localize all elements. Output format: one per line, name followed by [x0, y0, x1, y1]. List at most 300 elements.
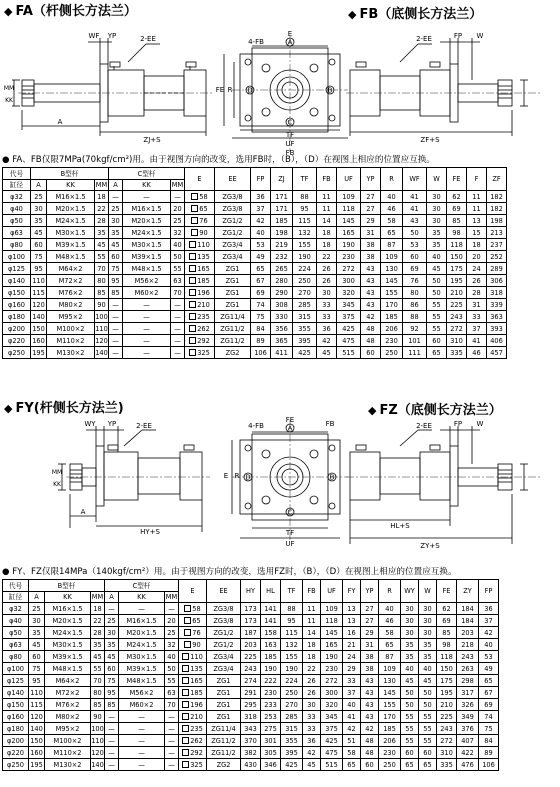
t1-h-col: WF: [403, 168, 427, 191]
fa-dim-yp: YP: [107, 32, 117, 40]
table-cell: ZG3/8: [215, 191, 251, 203]
table-cell: 65: [343, 759, 361, 771]
table-cell: M110×2: [47, 335, 95, 347]
checkbox-icon: [189, 253, 196, 260]
table-cell: 318: [241, 711, 261, 723]
table-cell-text: 90: [199, 228, 208, 237]
table-cell: 310: [447, 335, 467, 347]
table-row: [3, 191, 507, 203]
checkbox-icon: [184, 641, 191, 648]
table-cell: 46: [381, 203, 403, 215]
fa-fb-spec-table: [2, 167, 507, 359]
t2-h-ctype: C型杆: [105, 580, 179, 592]
table-cell: 92: [403, 323, 427, 335]
table-cell: 365: [271, 335, 293, 347]
fy-dim-kk: KK: [53, 481, 61, 488]
fz-dim-2ee: 2-EE: [416, 422, 432, 430]
table-cell: 30: [419, 615, 437, 627]
t2-h-col: TF: [281, 580, 303, 603]
table-cell: 300: [337, 275, 361, 287]
table-row: [3, 699, 499, 711]
table-cell: 118: [437, 651, 457, 663]
table-cell: 13: [467, 215, 487, 227]
table-cell: 132: [281, 639, 303, 651]
table-cell: 175: [437, 675, 457, 687]
table-cell: 69: [447, 203, 467, 215]
table-cell: M80×2: [47, 299, 95, 311]
t2-h-col: FP: [479, 580, 499, 603]
table-cell: 198: [271, 227, 293, 239]
table-cell: 185: [261, 651, 281, 663]
table-cell: 89: [479, 747, 499, 759]
t2-h-col: HL: [261, 580, 281, 603]
t2-h-col: YP: [361, 580, 379, 603]
table-cell: —: [119, 711, 165, 723]
table-cell: 27: [361, 203, 381, 215]
table-row: [3, 663, 499, 675]
table-cell: 18: [467, 239, 487, 251]
checkbox-icon: [189, 313, 196, 320]
table-cell: [185, 251, 215, 263]
table-cell: 85: [109, 287, 123, 299]
table-cell: 190: [281, 663, 303, 675]
checkbox-icon: [182, 653, 189, 660]
table-cell: 270: [293, 287, 317, 299]
note-fy-fz: ● FY、FZ仅限14MPa（140kgf/cm²）用。由于视图方向的改变，选用FZ时，（B），（D）在视图上相应的位置应互换。: [2, 567, 457, 577]
table-cell: ZG3/4: [215, 251, 251, 263]
table-cell: 265: [271, 263, 293, 275]
table-cell: 29: [361, 627, 379, 639]
t2-h-code: 代号: [3, 580, 29, 592]
table-cell: 67: [479, 687, 499, 699]
table-cell-text: 165: [197, 264, 210, 273]
table-row: [3, 627, 499, 639]
t2-h-a: A: [105, 592, 119, 603]
table-cell: 182: [487, 203, 507, 215]
table-cell: 95: [109, 275, 123, 287]
table-cell: 298: [457, 675, 479, 687]
table-cell: 18: [91, 603, 105, 615]
table-cell: 45: [303, 759, 321, 771]
table-cell: M48×1.5: [119, 675, 165, 687]
table-cell-text: 196: [190, 700, 203, 709]
table-cell: 30: [419, 627, 437, 639]
table-cell: 43: [361, 275, 381, 287]
table-cell: 25: [165, 627, 179, 639]
table-cell: 150: [30, 736, 43, 745]
table-cell: 224: [281, 675, 303, 687]
checkbox-icon: [182, 701, 189, 708]
table-cell: 63: [165, 687, 179, 699]
table-cell: 35: [419, 639, 437, 651]
table-cell: 100: [95, 312, 108, 321]
table-cell: 75: [105, 675, 119, 687]
table-cell: φ80: [3, 651, 29, 663]
table-cell: 40: [479, 639, 499, 651]
t2-h-col: HY: [241, 580, 261, 603]
table-row: [3, 675, 499, 687]
fy-dim-wy: WY: [84, 420, 96, 428]
checkbox-icon: [182, 677, 189, 684]
table-cell: 98: [437, 639, 457, 651]
table-cell: 55: [419, 735, 437, 747]
table-cell: 55: [165, 675, 179, 687]
table-cell: 49: [479, 663, 499, 675]
table-cell: ZG2: [215, 347, 251, 359]
table-cell: 41: [467, 335, 487, 347]
table-cell: 190: [321, 651, 343, 663]
table-cell: 30: [401, 603, 419, 615]
table-cell: 69: [403, 263, 427, 275]
table-cell: M39×1.5: [45, 651, 91, 663]
fy-mark-b: B: [329, 473, 335, 482]
table-cell: 141: [261, 603, 281, 615]
table-cell: φ63: [3, 639, 29, 651]
fz-title: ◆ FZ（底侧长方法兰）: [368, 403, 502, 418]
t1-h-col: TF: [293, 168, 317, 191]
checkbox-icon: [182, 665, 189, 672]
table-cell: 85: [437, 627, 457, 639]
table-cell: 30: [427, 191, 447, 203]
table-cell: [179, 699, 207, 711]
table-cell: φ32: [3, 603, 29, 615]
table-cell: 18: [317, 227, 337, 239]
table-cell: [179, 639, 207, 651]
table-cell: [179, 711, 207, 723]
table-cell: 253: [261, 711, 281, 723]
table-cell: 26: [303, 675, 321, 687]
table-cell-text: 185: [190, 688, 203, 697]
table-cell: 30: [105, 627, 119, 639]
table-cell: 60: [401, 747, 419, 759]
table-cell: M39×1.5: [119, 663, 165, 675]
table-cell: 198: [487, 215, 507, 227]
t1-h-btype: B型杆: [31, 168, 109, 180]
table-cell-text: 110: [197, 240, 210, 249]
table-cell: 43: [403, 215, 427, 227]
table-cell: [179, 735, 207, 747]
table-cell: 195: [447, 275, 467, 287]
checkbox-icon: [191, 193, 198, 200]
table-cell: 115: [32, 288, 45, 297]
table-cell: ZG3/4: [207, 663, 241, 675]
table-cell: 363: [487, 311, 507, 323]
table-cell: φ125: [3, 675, 29, 687]
table-cell: 63: [171, 275, 185, 287]
t2-h-bore: 缸径: [3, 592, 29, 603]
fz-dim-fp: FP: [453, 420, 463, 428]
table-cell: ZG1: [215, 287, 251, 299]
table-cell: 343: [241, 723, 261, 735]
t2-h-mm: MM: [165, 593, 178, 601]
table-cell: 28: [95, 215, 109, 227]
table-cell: 36: [303, 735, 321, 747]
fy-dim-r: R: [234, 472, 240, 480]
table-cell: 187: [241, 627, 261, 639]
table-cell: 345: [321, 711, 343, 723]
fa-dim-tf: TF: [285, 131, 295, 139]
table-cell-text: 90: [192, 640, 201, 649]
table-cell: 32: [165, 639, 179, 651]
table-cell: [179, 675, 207, 687]
table-cell: 18: [317, 239, 337, 251]
table-cell: [185, 227, 215, 239]
table-cell: 50: [419, 687, 437, 699]
fy-mark-a: A: [287, 424, 293, 433]
fy-dim-hy: HY+S: [140, 528, 160, 536]
table-cell: ZG3/8: [207, 615, 241, 627]
table-cell: 232: [271, 251, 293, 263]
table-cell: 173: [241, 603, 261, 615]
fy-title: ◆ FY(杆侧长方法兰): [4, 401, 124, 416]
table-cell: [179, 723, 207, 735]
table-cell: [185, 347, 215, 359]
table-cell-text: 325: [197, 348, 210, 357]
checkbox-icon: [189, 241, 196, 248]
checkbox-icon: [182, 761, 189, 768]
t1-h-ctype: C型杆: [109, 168, 185, 180]
table-cell: 42: [479, 627, 499, 639]
fb-title: ◆ FB（底侧长方法兰）: [348, 7, 483, 22]
fy-dim-2ee: 2-EE: [136, 422, 152, 430]
table-row: [3, 651, 499, 663]
table-cell: 87: [379, 651, 401, 663]
table-row: [3, 251, 507, 263]
table-cell: ZG11/4: [207, 723, 241, 735]
table-cell: 11: [303, 615, 321, 627]
table-cell: 130: [379, 675, 401, 687]
table-cell: 375: [337, 311, 361, 323]
table-cell: φ140: [3, 275, 31, 287]
table-cell-text: 325: [190, 760, 203, 769]
table-cell: —: [171, 311, 185, 323]
table-cell: 85: [447, 215, 467, 227]
table-cell: 48: [361, 735, 379, 747]
table-cell: 38: [361, 663, 379, 675]
table-cell: 30: [419, 603, 437, 615]
table-cell: 60: [403, 251, 427, 263]
table-cell: —: [105, 747, 119, 759]
table-cell: 45: [91, 651, 105, 663]
table-cell: M16×1.5: [45, 603, 91, 615]
table-cell: 250: [379, 759, 401, 771]
table-cell: 280: [271, 275, 293, 287]
table-cell: 65: [401, 759, 419, 771]
table-cell: 330: [271, 311, 293, 323]
table-cell: 33: [343, 675, 361, 687]
checkbox-icon: [191, 229, 198, 236]
table-cell: 206: [381, 323, 403, 335]
table-cell: φ200: [3, 323, 31, 335]
table-cell: 69: [479, 699, 499, 711]
table-cell: 230: [337, 251, 361, 263]
t1-h-code: 代号: [3, 168, 31, 180]
table-cell-text: 292: [190, 748, 203, 757]
fa-dim-wf: WF: [88, 32, 100, 40]
fa-mark-d: D: [247, 86, 253, 95]
table-cell: 50: [427, 287, 447, 299]
table-cell: 475: [321, 747, 343, 759]
table-cell: 185: [271, 215, 293, 227]
table-cell: 40: [251, 227, 271, 239]
table-cell: —: [105, 735, 119, 747]
table-cell: 33: [317, 299, 337, 311]
table-cell: 411: [271, 347, 293, 359]
table-cell: 170: [379, 711, 401, 723]
table-cell: 40: [381, 191, 403, 203]
table-cell: 70: [171, 287, 185, 299]
table-cell: 18: [303, 651, 321, 663]
table-cell: 317: [457, 687, 479, 699]
table-cell: 171: [271, 203, 293, 215]
table-cell: —: [123, 299, 171, 311]
fy-mark-d: D: [245, 473, 251, 482]
table-cell: 84: [251, 323, 271, 335]
table-cell: 25: [105, 615, 119, 627]
table-cell: 355: [293, 323, 317, 335]
table-cell: 95: [293, 203, 317, 215]
table-cell: ZG3/4: [207, 651, 241, 663]
table-cell: 88: [281, 603, 303, 615]
table-cell: 31: [467, 299, 487, 311]
checkbox-icon: [191, 217, 198, 224]
table-cell: ZG1: [207, 699, 241, 711]
table-cell: 75: [29, 663, 45, 675]
t2-h-btype: B型杆: [29, 580, 105, 592]
table-cell: 35: [401, 639, 419, 651]
table-cell: 49: [251, 251, 271, 263]
table-cell: 20: [171, 203, 185, 215]
table-cell: ZG11/2: [215, 335, 251, 347]
table-cell: 22: [95, 203, 109, 215]
fa-dim-fe: FE: [215, 86, 225, 94]
table-row: [3, 275, 507, 287]
table-cell: 95: [31, 263, 47, 275]
table-cell: 182: [487, 191, 507, 203]
table-cell: 250: [281, 687, 303, 699]
table-cell: 28: [467, 287, 487, 299]
table-cell: 25: [29, 603, 45, 615]
table-cell: φ80: [3, 239, 31, 251]
table-cell: 55: [427, 311, 447, 323]
table-cell: 163: [261, 639, 281, 651]
table-cell: 150: [32, 324, 45, 333]
t2-h-col: FY: [343, 580, 361, 603]
table-cell: 290: [271, 287, 293, 299]
table-cell-text: 262: [190, 736, 203, 745]
table-cell: 475: [337, 335, 361, 347]
table-cell: —: [123, 311, 171, 323]
table-cell: φ100: [3, 251, 31, 263]
table-cell: —: [123, 323, 171, 335]
table-cell: 27: [361, 615, 379, 627]
table-cell: —: [171, 323, 185, 335]
t1-h-col: YP: [361, 168, 381, 191]
table-cell: 65: [379, 639, 401, 651]
table-cell: 120: [30, 712, 43, 721]
table-cell: 270: [281, 699, 303, 711]
table-cell: 320: [337, 287, 361, 299]
table-cell: 58: [381, 215, 403, 227]
table-cell: —: [165, 747, 179, 759]
table-cell: 425: [281, 759, 303, 771]
table-cell: 11: [467, 203, 487, 215]
t2-h-kk: KK: [45, 592, 91, 603]
table-cell: 356: [271, 323, 293, 335]
table-cell: 26: [303, 687, 321, 699]
table-cell: 275: [261, 723, 281, 735]
table-cell: M48×1.5: [123, 263, 171, 275]
table-cell: 295: [241, 699, 261, 711]
table-cell: —: [109, 335, 123, 347]
table-cell: ZG1: [207, 711, 241, 723]
table-cell: 195: [437, 687, 457, 699]
table-cell-text: 76: [199, 216, 208, 225]
table-cell: 37: [343, 687, 361, 699]
table-cell: 80: [403, 287, 427, 299]
table-cell: 62: [447, 191, 467, 203]
table-cell: ZG3/8: [207, 603, 241, 615]
table-cell: 65: [427, 347, 447, 359]
fa-mark-c: C: [287, 118, 293, 127]
table-cell: 263: [457, 663, 479, 675]
table-cell: 22: [91, 615, 105, 627]
checkbox-icon: [189, 349, 196, 356]
checkbox-icon: [189, 325, 196, 332]
table-cell: 110: [95, 324, 108, 333]
table-cell: M39×1.5: [123, 251, 171, 263]
table-cell: M30×1.5: [119, 651, 165, 663]
table-cell: 41: [343, 711, 361, 723]
table-cell: ZG1/2: [207, 639, 241, 651]
table-row: [3, 239, 507, 251]
t1-h-a: A: [109, 180, 123, 191]
table-cell: 110: [30, 688, 43, 697]
fa-dim-r: R: [227, 86, 233, 94]
table-cell: 62: [437, 603, 457, 615]
table-cell: 43: [361, 699, 379, 711]
table-cell-text: 210: [197, 300, 210, 309]
table-cell: 185: [381, 311, 403, 323]
table-cell: 33: [467, 311, 487, 323]
table-cell: —: [109, 191, 123, 203]
table-cell: 291: [241, 687, 261, 699]
table-cell: 35: [427, 239, 447, 251]
table-cell: [185, 239, 215, 251]
table-row: [3, 227, 507, 239]
table-cell: 165: [321, 639, 343, 651]
table-cell: M100×2: [47, 323, 95, 335]
table-row: [3, 335, 507, 347]
table-cell: 42: [343, 723, 361, 735]
table-cell: 320: [321, 699, 343, 711]
table-cell: 24: [343, 651, 361, 663]
table-cell: M60×2: [119, 699, 165, 711]
table-cell: 150: [437, 663, 457, 675]
table-cell: 42: [317, 335, 337, 347]
table-cell: —: [165, 603, 179, 615]
checkbox-icon: [182, 725, 189, 732]
table-cell: M20×1.5: [123, 215, 171, 227]
table-cell: 115: [293, 215, 317, 227]
table-cell: —: [171, 191, 185, 203]
table-cell: 274: [241, 675, 261, 687]
table-cell: 45: [317, 347, 337, 359]
table-cell: 141: [261, 615, 281, 627]
table-cell: 120: [32, 300, 45, 309]
table-cell: 80: [91, 687, 105, 699]
table-cell: 37: [251, 203, 271, 215]
